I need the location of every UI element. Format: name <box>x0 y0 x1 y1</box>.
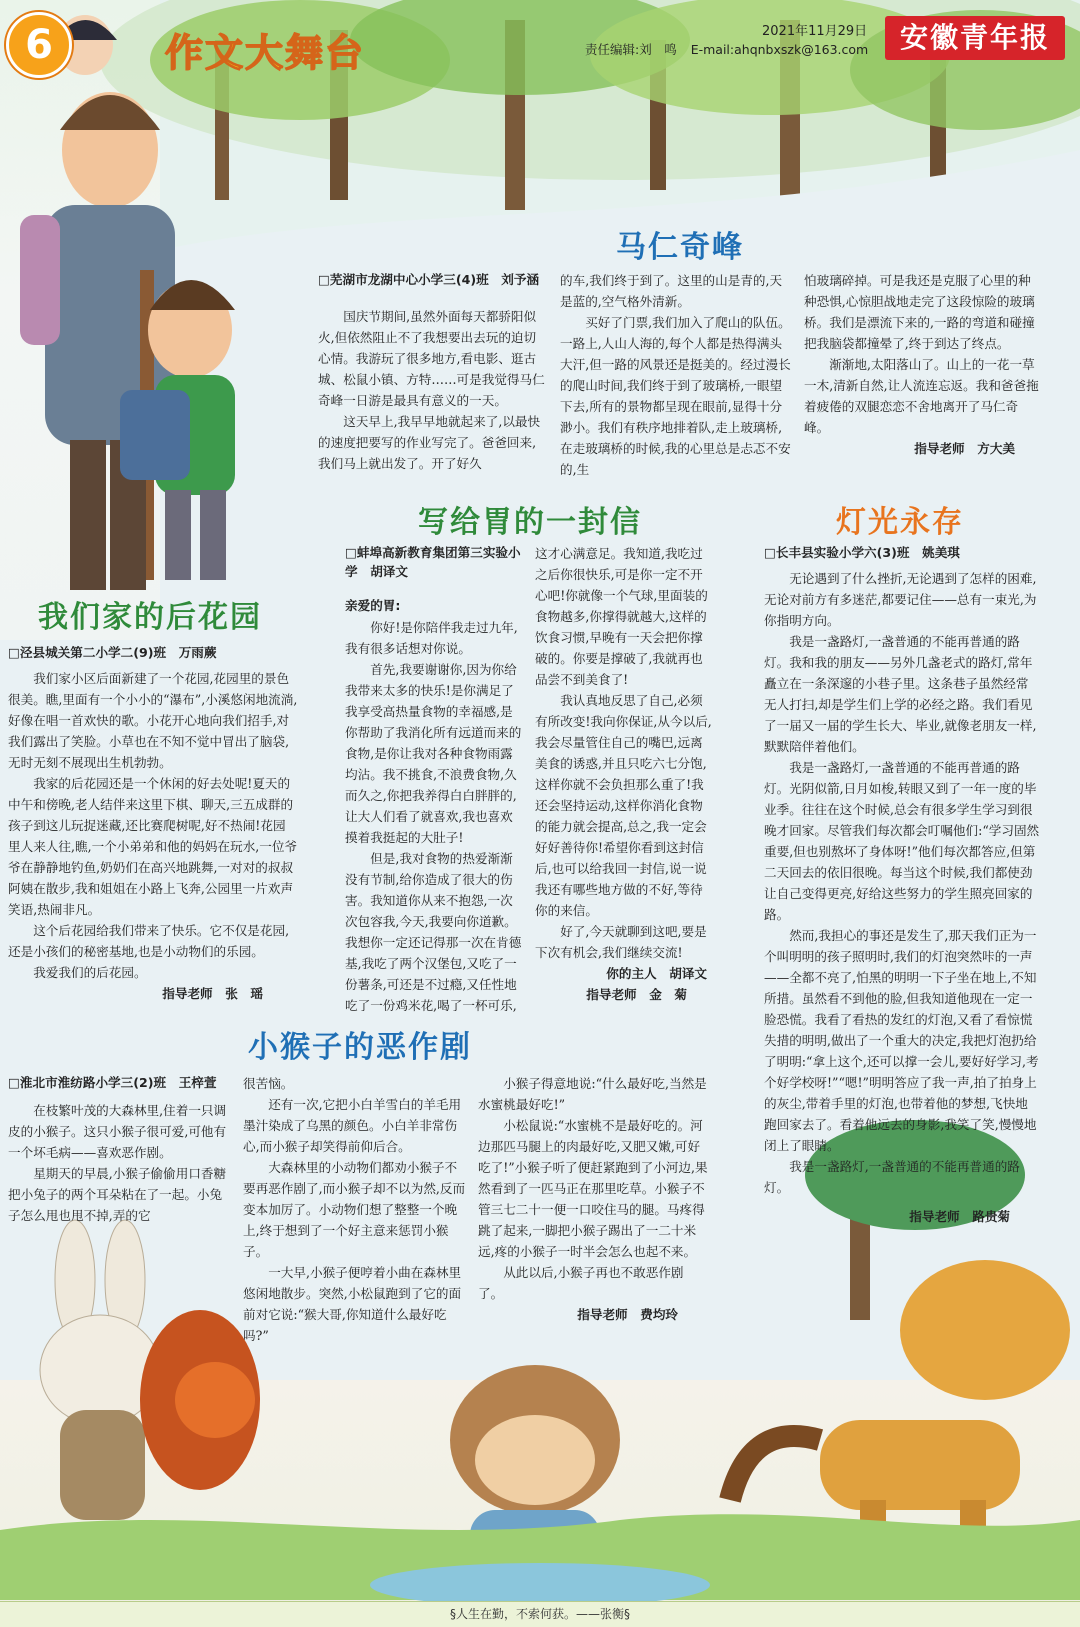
paragraph: 星期天的早晨,小猴子偷偷用口香糖把小兔子的两个耳朵粘在了一起。小兔子怎么甩也甩不掉,弄的它 <box>8 1166 227 1223</box>
paragraph: 好了,今天就聊到这吧,要是下次有机会,我们继续交流! <box>535 924 707 960</box>
paragraph: 的车,我们终于到了。这里的山是青的,天是蓝的,空气格外清新。 <box>560 273 783 309</box>
editor-email[interactable]: E-mail:ahqnbxszk@163.com <box>690 42 869 57</box>
paragraph: 小松鼠说:“水蜜桃不是最好吃的。河边那匹马腿上的肉最好吃,又肥又嫩,可好吃了!”小猴子听了便赶紧跑到了小河边,果然看到了一匹马正在那里吃草。小猴子不管三七二十一便一口咬住马的腿。马疼得跳了起来,一脚把小猴子踢出了一二十米远,疼的小猴子一时半会怎么也起不来。 <box>478 1118 708 1259</box>
page-number: 6 <box>25 22 53 68</box>
byline-letter: □蚌埠高新教育集团第三实验小学 胡译文 <box>345 545 521 579</box>
paragraph: 我家的后花园还是一个休闲的好去处呢!夏天的中午和傍晚,老人结伴来这里下棋、聊天,三五成群的孩子到这儿玩捉迷藏,还比赛爬树呢,好不热闹!花园里人来人往,瞧,一个小弟弟和他的妈妈在玩水,一位爷爷在静静地钓鱼,奶奶们在高兴地跳舞,一对对的叔叔阿姨在散步,我和姐姐在小路上飞奔,公园里一片欢声笑语,热闹非凡。 <box>8 776 298 917</box>
paragraph: 这才心满意足。我知道,我吃过之后你很快乐,可是你一定不开心吧!你就像一个气球,里面装的食物越多,你撑得就越大,这样的饮食习惯,早晚有一天会把你撑破的。你要是撑破了,我就再也品尝不到美食了! <box>535 546 708 687</box>
paragraph: 我们家小区后面新建了一个花园,花园里的景色很美。瞧,里面有一个小小的“瀑布”,小溪悠闲地流淌,好像在唱一首欢快的歌。小花开心地向我们招手,对我们露出了笑脸。小草也在不知不觉中冒出了脑袋,无时无刻不展现出生机勃勃。 <box>8 671 298 770</box>
footer-bar <box>0 1601 1080 1627</box>
paragraph: 我认真地反思了自己,必须有所改变!我向你保证,从今以后,我会尽量管住自己的嘴巴,远离美食的诱惑,并且只吃六七分饱,这样你就不会负担那么重了!我还会坚持运动,这样你消化食物的能力就会提高,总之,我一定会好好善待你!希望你看到这封信后,也可以给我回一封信,说一说我还有哪些地方做的不好,等待你的来信。 <box>535 693 712 918</box>
paragraph: 很苦恼。 <box>243 1076 294 1091</box>
section-title: 作文大舞台 <box>165 31 366 75</box>
letter-salutation: 亲爱的胃: <box>345 598 401 613</box>
byline-monkey: □淮北市淮纺路小学三(2)班 王梓萱 <box>8 1075 217 1090</box>
teacher-credit: 指导老师 费均玲 <box>577 1307 678 1322</box>
monkey-column-3 <box>478 1073 708 1326</box>
letter-column-2 <box>535 543 715 1005</box>
maren-column-1 <box>318 306 548 474</box>
teacher-credit: 指导老师 张 瑶 <box>162 986 263 1001</box>
paragraph: 一大早,小猴子便哼着小曲在森林里悠闲地散步。突然,小松鼠跑到了它的面前对它说:“猴大哥,你知道什么最好吃吗?” <box>243 1265 462 1343</box>
paragraph: 你好!是你陪伴我走过九年,我有很多话想对你说。 <box>345 620 518 656</box>
paragraph: 但是,我对食物的热爱渐渐没有节制,给你造成了很大的伤害。我知道你从来不抱怨,一次次包容我,今天,我要向你道歉。我想你一定还记得那一次在肯德基,我吃了两个汉堡包,又吃了一份薯条,可还是不过瘾,又任性地吃了一份鸡米花,喝了一杯可乐, <box>345 851 522 1013</box>
paragraph: 小猴子得意地说:“什么最好吃,当然是水蜜桃最好吃!” <box>478 1076 707 1112</box>
paragraph: 我是一盏路灯,一盏普通的不能再普通的路灯。我和我的朋友——另外几盏老式的路灯,常年矗立在一条深邃的小巷子里。这条巷子虽然经常无人打扫,却是学生们上学的必经之路。我们看见了一届又一届的学生长大、毕业,就像老朋友一样,默默陪伴着他们。 <box>764 634 1037 754</box>
paragraph: 我爱我们的后花园。 <box>33 965 147 980</box>
garden-body <box>8 668 298 1005</box>
paragraph: 这个后花园给我们带来了快乐。它不仅是花园,还是小孩们的秘密基地,也是小动物们的乐园。 <box>8 923 290 959</box>
paragraph: 买好了门票,我们加入了爬山的队伍。一路上,人山人海的,每个人都是热得满头大汗,但一路的风景还是挺美的。经过漫长的爬山时间,我们终于到了玻璃桥,一眼望下去,所有的景物都呈现在眼前,显得十分渺小。我们有秩序地排着队,走上玻璃桥,在走玻璃桥的时候,我的心里总是忐忑不安的,生 <box>560 315 791 477</box>
paragraph: 从此以后,小猴子再也不敢恶作剧了。 <box>478 1265 684 1301</box>
paragraph: 我是一盏路灯,一盏普通的不能再普通的路灯。 <box>764 1159 1020 1195</box>
paragraph: 怕玻璃碎掉。可是我还是克服了心里的种种恐惧,心惊胆战地走完了这段惊险的玻璃桥。我们是漂流下来的,一路的弯道和碰撞把我脑袋都撞晕了,终于到达了终点。 <box>804 273 1035 351</box>
byline-garden: □泾县城关第二小学二(9)班 万雨蕨 <box>8 645 217 660</box>
article-title-maren: 马仁奇峰 <box>616 230 744 265</box>
newspaper-masthead <box>885 16 1065 60</box>
paragraph: 还有一次,它把小白羊雪白的羊毛用墨汁染成了乌黑的颜色。小白羊非常伤心,而小猴子却笑得前仰后合。 <box>243 1097 462 1154</box>
page-number-badge <box>6 12 72 78</box>
editor-info <box>585 40 868 58</box>
newspaper-name: 安徽青年报 <box>899 21 1050 54</box>
paragraph: 这天早上,我早早地就起来了,以最快的速度把要写的作业写完了。爸爸回来,我们马上就出发了。开了好久 <box>318 414 541 471</box>
paragraph: 在枝繁叶茂的大森林里,住着一只调皮的小猴子。这只小猴子很可爱,可他有一个坏毛病——喜欢恶作剧。 <box>8 1103 227 1160</box>
paragraph: 大森林里的小动物们都劝小猴子不要再恶作剧了,而小猴子却不以为然,反而变本加厉了。小动物们想了整整一个晚上,终于想到了一个好主意来惩罚小猴子。 <box>243 1160 466 1259</box>
paragraph: 首先,我要谢谢你,因为你给我带来太多的快乐!是你满足了我享受高热量食物的幸福感,是你帮助了我消化所有远道而来的食物,是你让我对各种食物雨露均沾。我不挑食,不浪费食物,久而久之,你把我养得白白胖胖的,让大人们看了就喜欢,我也喜欢摸着我挺起的大肚子! <box>345 662 522 845</box>
paragraph: 无论遇到了什么挫折,无论遇到了怎样的困难,无论对前方有多迷茫,都要记住——总有一束光,为你指明方向。 <box>764 571 1037 628</box>
paragraph: 然而,我担心的事还是发生了,那天我们正为一个叫明明的孩子照明时,我们的灯泡突然咔的一声——全都不亮了,怕黑的明明一下子坐在地上,不知所措。虽然看不到他的脸,但我知道他现在一定一脸恐慌。我看了看热的发红的灯泡,又看了看惊慌失措的明明,做出了一个重大的决定,我把灯泡扔给了明明:“拿上这个,还可以撑一会儿,要好好学习,考个好学校呀!”“嗯!”明明答应了我一声,拍了拍身上的灰尘,带着手里的灯泡,也带着他的梦想,飞快地跑回家去了。看着他远去的身影,我笑了笑,慢慢地闭上了眼睛。 <box>764 928 1039 1153</box>
article-title-lamp: 灯光永存 <box>836 505 964 540</box>
byline-maren: □芜湖市龙湖中心小学三(4)班 刘予涵 <box>318 272 540 287</box>
article-title-garden: 我们家的后花园 <box>38 600 262 635</box>
footer-motto: §人生在勤，不索何获。——张衡§ <box>449 1607 630 1621</box>
issue-date: 2021年11月29日 <box>762 24 868 39</box>
squirrel-icon <box>140 1310 260 1490</box>
paragraph: 渐渐地,太阳落山了。山上的一花一草一木,清新自然,让人流连忘返。我和爸爸拖着疲倦的双腿恋恋不舍地离开了马仁奇峰。 <box>804 357 1039 435</box>
lamp-body <box>764 568 1040 1228</box>
letter-signature: 你的主人 胡译文 <box>606 966 707 981</box>
teacher-credit: 指导老师 金 菊 <box>586 987 687 1002</box>
article-title-letter: 写给胃的一封信 <box>418 505 642 540</box>
paragraph: 国庆节期间,虽然外面每天都骄阳似火,但依然阻止不了我想要出去玩的迫切心情。我游玩了很多地方,看电影、逛古城、松鼠小镇、方特……可是我觉得马仁奇峰一日游是最具有意义的一天。 <box>318 309 545 408</box>
monkey-column-2 <box>243 1073 468 1346</box>
maren-column-2 <box>560 270 792 480</box>
paragraph: 我是一盏路灯,一盏普通的不能再普通的路灯。光阴似箭,日月如梭,转眼又到了一年一度的毕业季。往往在这个时候,总会有很多学生学习到很晚才回家。尽管我们每次都会叮嘱他们:“学习固然重要,但也别熬坏了身体呀!”他们每次都答应,但第二天回去的依旧很晚。每当这个时候,我们都使劲让自己变得更亮,好给这些努力的学生照亮回家的路。 <box>764 760 1040 922</box>
teacher-credit: 指导老师 路贵菊 <box>909 1209 1010 1224</box>
monkey-column-1 <box>8 1100 233 1226</box>
letter-column-1 <box>345 595 525 1016</box>
maren-column-3 <box>804 270 1040 460</box>
editor-name: 责任编辑:刘 鸣 <box>585 42 677 57</box>
teacher-credit: 指导老师 方大美 <box>914 441 1015 456</box>
article-title-monkey: 小猴子的恶作剧 <box>248 1030 472 1065</box>
byline-lamp: □长丰县实验小学六(3)班 姚美琪 <box>764 545 960 560</box>
